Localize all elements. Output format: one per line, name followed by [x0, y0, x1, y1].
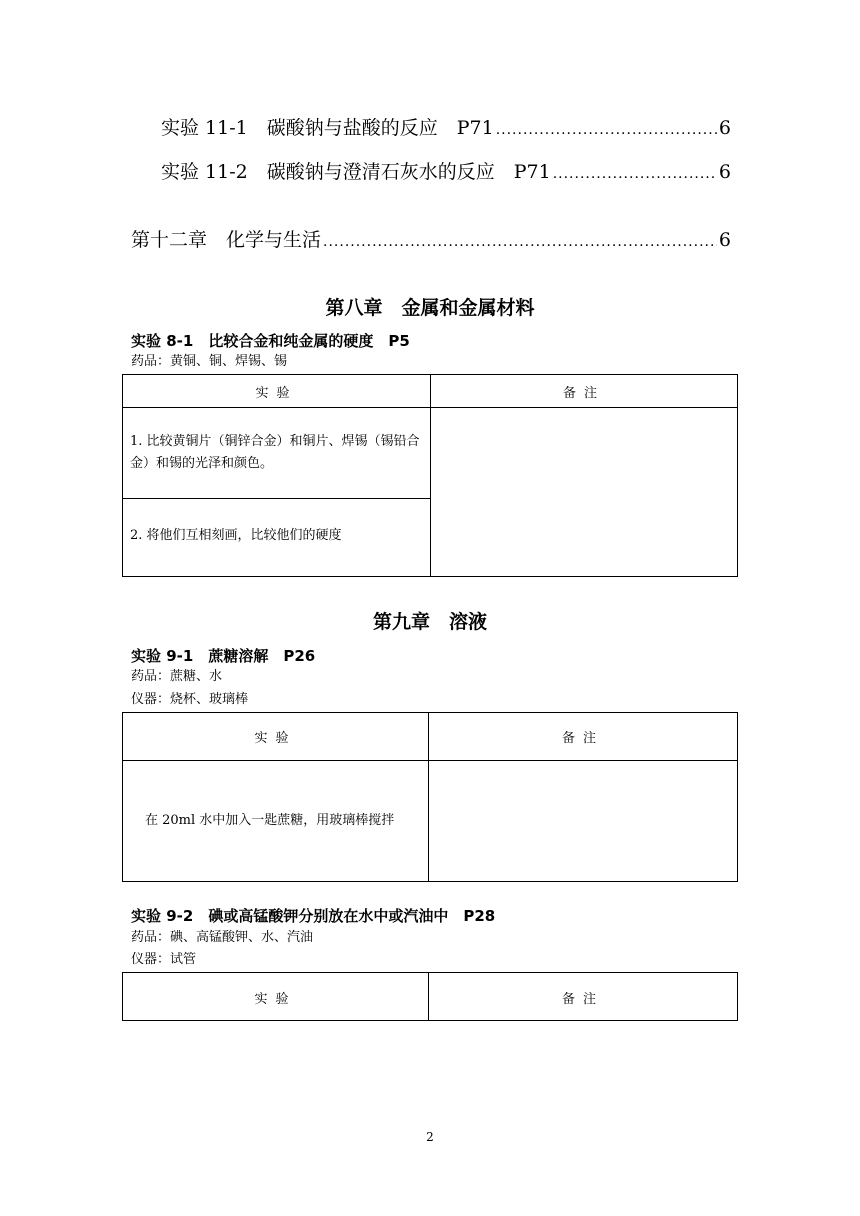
experiment-title: 实验 9-1 蔗糖溶解 P26 [131, 647, 316, 665]
experiment-table [122, 712, 738, 882]
table-cell: 2. 将他们互相刻画，比较他们的硬度 [130, 528, 342, 543]
table-cell: 1. 比较黄铜片（铜锌合金）和铜片、焊锡（锡铅合金）和锡的光泽和颜色。 [130, 434, 420, 471]
toc-entry-page: 6 [718, 161, 731, 183]
experiment-table [122, 972, 738, 1021]
experiment-table [122, 374, 738, 577]
column-header-notes: 备注 [562, 386, 605, 401]
toc-entry-label: 实验 11-1 碳酸钠与盐酸的反应 P71 [161, 117, 494, 139]
header-divider [123, 760, 737, 761]
toc-entry-label: 第十二章 化学与生活 [131, 229, 322, 251]
table-cell: 在 20ml 水中加入一匙蔗糖，用玻璃棒搅拌 [145, 813, 395, 828]
column-header-experiment: 实验 [254, 992, 297, 1007]
toc-entry[interactable] [131, 228, 731, 254]
toc-leader-dots [323, 230, 717, 254]
chapter-title: 第九章 溶液 [372, 611, 487, 633]
instruments-line: 仪器：烧杯、玻璃棒 [131, 692, 249, 707]
drugs-line: 药品：碘、高锰酸钾、水、汽油 [131, 930, 314, 945]
column-divider [430, 375, 431, 576]
toc-entry-label: 实验 11-2 碳酸钠与澄清石灰水的反应 P71 [161, 161, 551, 183]
instruments-line: 仪器：试管 [131, 952, 197, 967]
column-header-notes: 备注 [561, 992, 604, 1007]
toc-entry-page: 6 [718, 117, 731, 139]
experiment-title: 实验 8-1 比较合金和纯金属的硬度 P5 [131, 332, 410, 350]
column-header-experiment: 实验 [255, 386, 298, 401]
page-number: 2 [426, 1130, 434, 1144]
chapter-title: 第八章 金属和金属材料 [325, 297, 535, 319]
header-divider [123, 407, 737, 408]
row-divider [123, 498, 430, 499]
experiment-title: 实验 9-2 碘或高锰酸钾分别放在水中或汽油中 P28 [131, 907, 496, 925]
drugs-line: 药品：蔗糖、水 [131, 669, 223, 684]
toc-entry-page: 6 [718, 229, 731, 251]
column-header-notes: 备注 [561, 731, 604, 746]
toc-entry[interactable] [161, 160, 731, 186]
toc-leader-dots [553, 162, 717, 186]
toc-entry[interactable] [161, 116, 731, 142]
column-header-experiment: 实验 [254, 731, 297, 746]
drugs-line: 药品：黄铜、铜、焊锡、锡 [131, 354, 288, 369]
toc-leader-dots [496, 118, 717, 142]
